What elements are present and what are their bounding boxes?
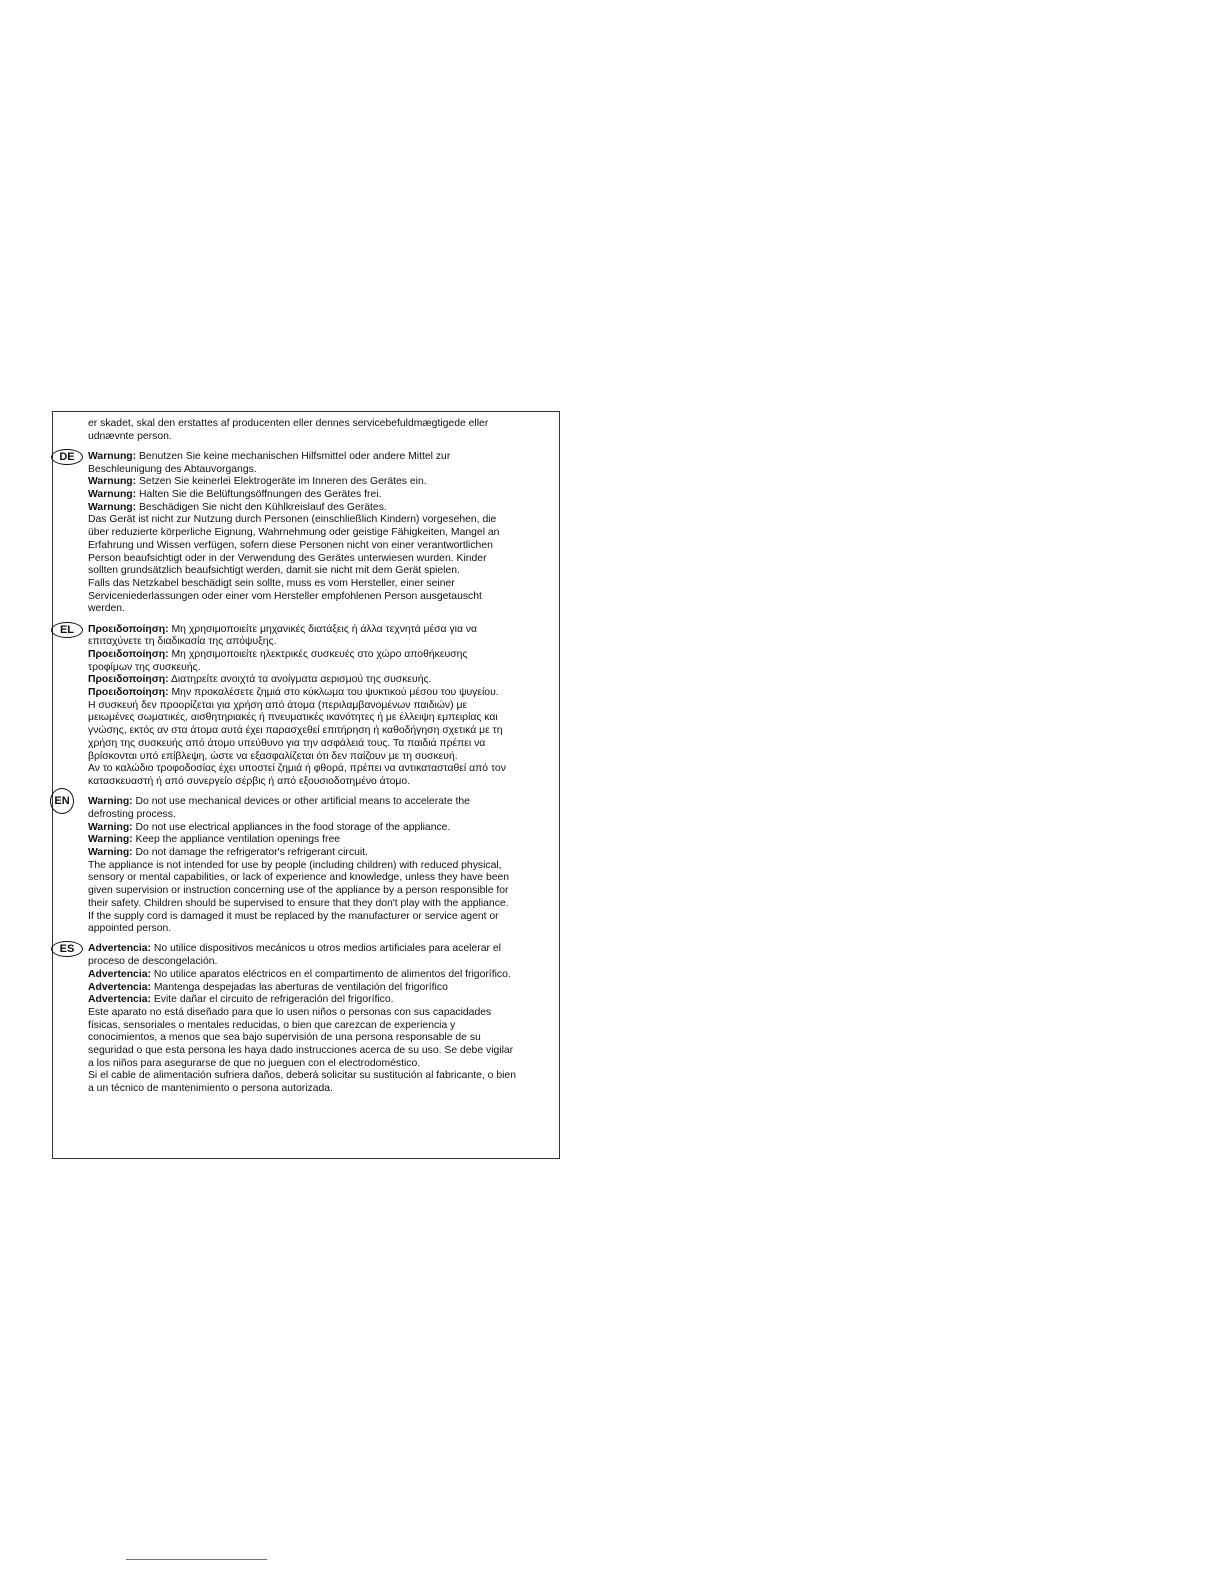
body-line: appointed person.: [88, 923, 172, 935]
body-line: Person beaufsichtigt oder in der Verwendung des Gerätes unterwiesen wurden. Kinder: [88, 552, 487, 564]
warning-2: [88, 969, 548, 982]
body-line: If the supply cord is damaged it must be replaced by the manufacturer or service agent or: [88, 910, 499, 922]
warning-4: [88, 994, 548, 1007]
warning-label: Προειδοποίηση:: [88, 674, 169, 686]
body-line: seguridad o que esta persona les haya dado instrucciones acerca de su uso. Se debe vigilar: [88, 1045, 514, 1057]
warning-1: [88, 796, 548, 809]
body-line: Das Gerät ist nicht zur Nutzung durch Personen (einschließlich Kindern) vorgesehen, die: [88, 514, 497, 526]
warning-label: Warning:: [88, 847, 133, 858]
warning-text: Keep the appliance ventilation openings free: [132, 834, 341, 846]
warning-2-continuation: τροφίμων της συσκευής.: [88, 661, 201, 673]
warning-label: Προειδοποίηση:: [88, 687, 169, 699]
warning-text: Evite dañar el circuito de refrigeración del frigorífico.: [150, 994, 394, 1006]
body-line: sollten grundsätzlich beaufsichtigt werden, damit sie nicht mit dem Gerät spielen.: [88, 565, 460, 577]
warning-1-continuation: Beschleunigung des Abtauvorgangs.: [88, 463, 257, 475]
text-line: er skadet, skal den erstattes af producenten eller dennes servicebefuldmægtigede eller: [88, 418, 489, 429]
warning-text: Διατηρείτε ανοιχτά τα ανοίγματα αερισμού της συσκευής.: [168, 674, 432, 686]
warning-text: Beschädigen Sie nicht den Kühlkreislauf des Gerätes.: [136, 501, 387, 513]
warning-text: No utilice dispositivos mecánicos u otros medios artificiales para acelerar el: [150, 943, 501, 955]
warning-text: Μη χρησιμοποιείτε μηχανικές διατάξεις ή άλλα τεχνητά μέσα για να: [168, 623, 478, 635]
body-line: a los niños para asegurarse de que no jueguen con el electrodoméstico.: [88, 1057, 421, 1069]
warning-1: [88, 624, 548, 637]
body-line: físicas, sensoriales o mentales reducidas, o bien que carezcan de experiencia y: [88, 1019, 456, 1031]
body-line: The appliance is not intended for use by people (including children) with reduced physical,: [88, 859, 502, 871]
warning-text: Μη χρησιμοποιείτε ηλεκτρικές συσκευές στο χώρο αποθήκευσης: [168, 648, 468, 660]
warning-text: Do not use mechanical devices or other artificial means to accelerate the: [132, 796, 470, 808]
body-line: γνώσης, εκτός αν στα άτομα αυτά έχει παρασχεθεί επιτήρηση ή καθοδήγηση σχετικά με τη: [88, 725, 503, 737]
warning-label: Advertencia:: [88, 981, 151, 993]
body-line: κατασκευαστή ή από συνεργείο σέρβις ή από εξουσιοδοτημένο άτομο.: [88, 775, 411, 787]
body-line: werden.: [88, 603, 125, 615]
body-line: a un técnico de mantenimiento o persona autorizada.: [88, 1083, 333, 1095]
section-en: [54, 795, 548, 936]
body-line: Η συσκευή δεν προορίζεται για χρήση από άτομα (περιλαμβανομένων παιδιών) με: [88, 699, 468, 711]
warning-label: Προειδοποίηση:: [88, 648, 169, 660]
body-line: sensory or mental capabilities, or lack of experience and knowledge, unless they have been: [88, 872, 510, 884]
warning-label: Advertencia:: [88, 994, 151, 1006]
text-line: udnævnte person.: [88, 430, 172, 442]
warnings-content: [54, 418, 548, 1096]
body-line: Αν το καλώδιο τροφοδοσίας έχει υποστεί ζημιά ή φθορά, πρέπει να αντικατασταθεί από τον: [88, 763, 506, 775]
warning-label: Warnung:: [88, 476, 137, 488]
body-line: conocimientos, a menos que sea bajo supervisión de una persona responsable de su: [88, 1032, 481, 1044]
warning-text: Do not damage the refrigerator's refrigerant circuit.: [132, 847, 368, 858]
warning-label: Προειδοποίηση:: [88, 623, 169, 635]
language-badge-en: EN: [50, 788, 74, 814]
body-line: μειωμένες σωματικές, αισθητηριακές ή πνευματικές ικανότητες ή με έλλειψη εμπειρίας και: [88, 712, 498, 724]
warning-2: [88, 822, 548, 835]
warning-1-continuation: επιταχύνετε τη διαδικασία της απόψυξης.: [88, 636, 277, 648]
warning-text: Halten Sie die Belüftungsöffnungen des Gerätes frei.: [136, 489, 382, 501]
footnote-divider: [126, 1559, 267, 1560]
warning-text: Do not use electrical appliances in the food storage of the appliance.: [132, 821, 451, 833]
warning-2: [88, 649, 548, 662]
warning-text: Mantenga despejadas las aberturas de ventilación del frigorífico: [150, 981, 448, 993]
warning-1: [88, 451, 548, 464]
body-line: their safety. Children should be supervised to ensure that they don't play with the appliance.: [88, 897, 509, 909]
warning-1-continuation: proceso de descongelación.: [88, 956, 218, 968]
warning-3: [88, 489, 548, 502]
warning-4: [88, 502, 548, 515]
warning-4: [88, 847, 548, 860]
warning-text: No utilice aparatos eléctricos en el compartimento de alimentos del frigorífico.: [150, 968, 511, 980]
warning-label: Warning:: [88, 821, 133, 833]
body-line: Este aparato no está diseñado para que lo usen niños o personas con sus capacidades: [88, 1006, 492, 1018]
body-line: Si el cable de alimentación sufriera daños, deberá solicitar su sustitución al fabricante, o bien: [88, 1070, 516, 1082]
body-line: über reduzierte körperliche Eignung, Wahrnehmung oder geistige Fähigkeiten, Mangel an: [88, 527, 500, 539]
warning-text: Benutzen Sie keine mechanischen Hilfsmittel oder andere Mittel zur: [136, 450, 451, 462]
body-line: given supervision or instruction concerning use of the appliance by a person responsible for: [88, 885, 509, 897]
body-line: Falls das Netzkabel beschädigt sein sollte, muss es vom Hersteller, einer seiner: [88, 577, 455, 589]
warning-3: [88, 982, 548, 995]
warning-4: [88, 687, 548, 700]
language-badge-el: EL: [51, 622, 83, 638]
warning-2: [88, 476, 548, 489]
body-line: χρήση της συσκευής από άτομο υπεύθυνο για την ασφάλειά τους. Τα παιδιά πρέπει να: [88, 737, 486, 749]
section-es: [59, 943, 548, 1095]
warning-label: Advertencia:: [88, 943, 151, 955]
warning-1: [88, 943, 548, 956]
safety-warnings-panel: [52, 411, 560, 1159]
body-line: Serviceniederlassungen oder einer vom Hersteller empfohlenen Person ausgetauscht: [88, 590, 482, 602]
language-badge-de: DE: [51, 449, 83, 465]
section-el: [59, 623, 548, 789]
warning-text: Setzen Sie keinerlei Elektrogeräte im Inneren des Gerätes ein.: [136, 476, 427, 488]
section-de: [59, 450, 548, 616]
warning-label: Warnung:: [88, 501, 137, 513]
warning-3: [88, 834, 548, 847]
warning-label: Warning:: [88, 834, 133, 846]
body-line: Erfahrung und Wissen verfügen, sofern diese Personen nicht von einer verantwortlichen: [88, 539, 493, 551]
warning-1-continuation: defrosting process.: [88, 808, 176, 820]
section-da-continuation: [88, 418, 548, 443]
warning-label: Advertencia:: [88, 968, 151, 980]
warning-label: Warnung:: [88, 450, 137, 462]
language-badge-es: ES: [51, 941, 83, 957]
warning-3: [88, 674, 548, 687]
warning-label: Warning:: [88, 796, 133, 808]
warning-label: Warnung:: [88, 489, 137, 501]
body-line: βρίσκονται υπό επίβλεψη, ώστε να εξασφαλίζεται ότι δεν παίζουν με τη συσκευή.: [88, 750, 458, 762]
warning-text: Μην προκαλέσετε ζημιά στο κύκλωμα του ψυκτικού μέσου του ψυγείου.: [168, 687, 499, 699]
